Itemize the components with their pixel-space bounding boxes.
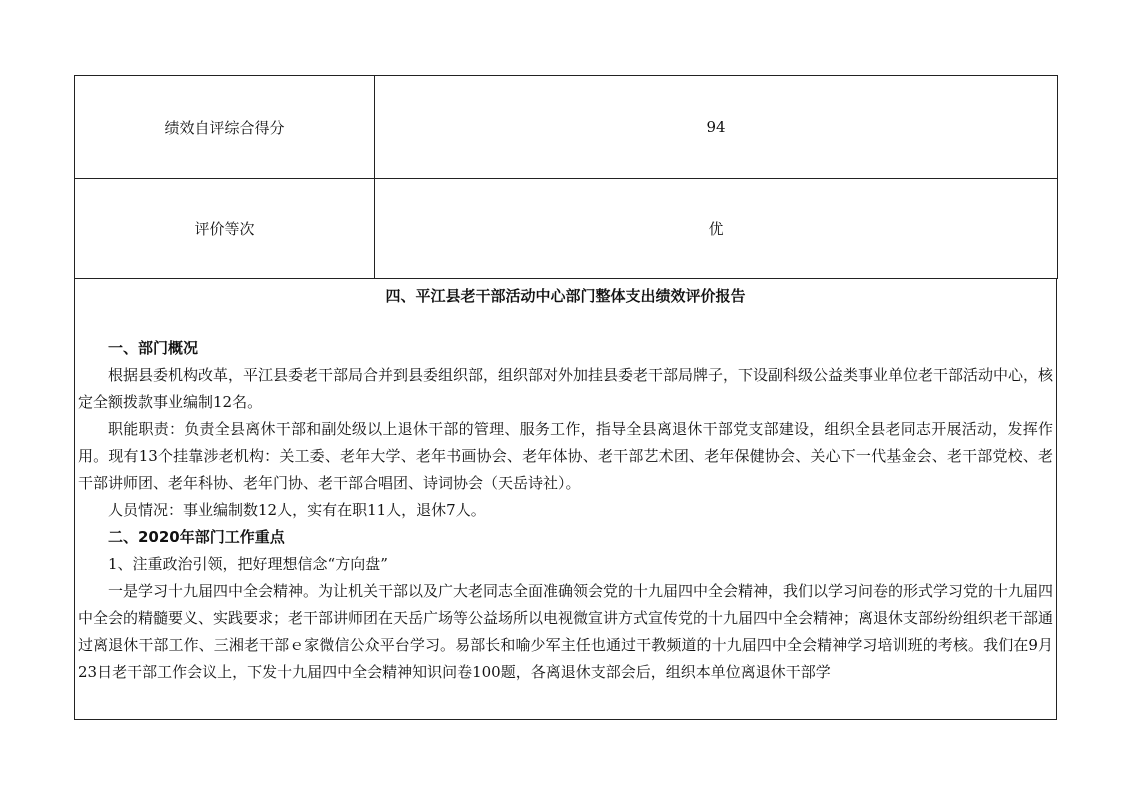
paragraph: 职能职责：负责全县离休干部和副处级以上退休干部的管理、服务工作，指导全县离退休干部党支部建设，组织全县老同志开展活动，发挥作用。现有13个挂靠涉老机构：关工委、老年大学、老年书画协会、老年体协、老干部艺术团、老年保健协会、关心下一代基金会、老干部党校、老干部讲师团、老年科协、老年门协、老干部合唱团、诗词协会（天岳诗社）。: [78, 420, 1053, 492]
subheading: 1、注重政治引领，把好理想信念“方向盘”: [108, 555, 388, 573]
score-table: [74, 75, 1058, 279]
report-title: 四、平江县老干部活动中心部门整体支出绩效评价报告: [385, 287, 746, 305]
paragraph: 人员情况：事业编制数12人，实有在职11人，退休7人。: [108, 501, 486, 519]
section-heading: 二、2020年部门工作重点: [108, 528, 285, 546]
document-page: [74, 75, 1057, 720]
report-section: [74, 279, 1057, 720]
table-row: [75, 179, 1058, 279]
report-body: [78, 335, 1053, 686]
score-value: 94: [375, 76, 1058, 179]
paragraph: 根据县委机构改革，平江县委老干部局合并到县委组织部，组织部对外加挂县委老干部局牌子，下设副科级公益类事业单位老干部活动中心，核定全额拨款事业编制12名。: [78, 366, 1054, 411]
table-row: [75, 76, 1058, 179]
grade-value: 优: [375, 179, 1058, 279]
grade-label: 评价等次: [75, 179, 375, 279]
score-label: 绩效自评综合得分: [75, 76, 375, 179]
paragraph: 一是学习十九届四中全会精神。为让机关干部以及广大老同志全面准确领会党的十九届四中全会精神，我们以学习问卷的形式学习党的十九届四中全会的精髓要义、实践要求；老干部讲师团在天岳广场等公益场所以电视微宣讲方式宣传党的十九届四中全会精神；离退休支部纷纷组织老干部通过离退休干部工作、三湘老干部ｅ家微信公众平台学习。易部长和喻少军主任也通过干教频道的十九届四中全会精神学习培训班的考核。我们在9月23日老干部工作会议上，下发十九届四中全会精神知识问卷100题，各离退休支部会后，组织本单位离退休干部学: [78, 582, 1054, 681]
section-heading: 一、部门概况: [108, 339, 199, 357]
